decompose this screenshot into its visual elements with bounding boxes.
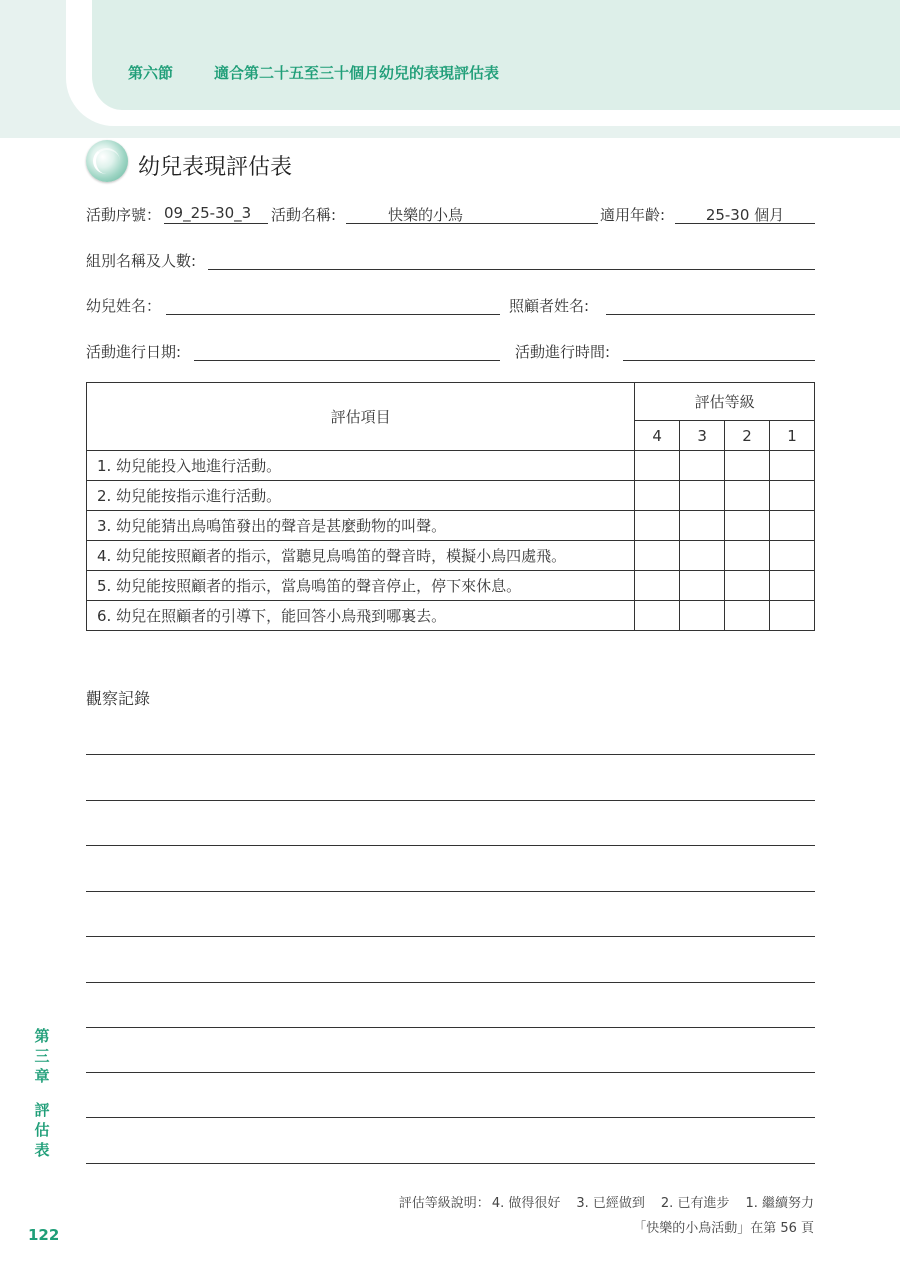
table-row [87, 451, 815, 481]
caregiver-field[interactable] [606, 295, 815, 315]
observation-line[interactable] [86, 1027, 815, 1028]
score-cell[interactable] [725, 571, 770, 601]
observation-line[interactable] [86, 1072, 815, 1073]
score-cell[interactable] [770, 601, 815, 631]
legend-grade-1: 1. 繼續努力 [745, 1196, 814, 1211]
activity-name-value: 快樂的小鳥 [346, 204, 598, 224]
score-cell[interactable] [770, 511, 815, 541]
table-row [87, 571, 815, 601]
score-cell[interactable] [770, 541, 815, 571]
grade-legend [399, 1192, 814, 1211]
score-cell[interactable] [680, 481, 725, 511]
observation-line[interactable] [86, 1117, 815, 1118]
item-text: 5. 幼兒能按照顧者的指示，當鳥鳴笛的聲音停止，停下來休息。 [87, 571, 635, 601]
table-row [87, 601, 815, 631]
item-header: 評估項目 [87, 383, 635, 451]
score-cell[interactable] [725, 541, 770, 571]
score-cell[interactable] [725, 601, 770, 631]
group-label: 組別名稱及人數: [86, 252, 197, 270]
bubble-icon [86, 140, 128, 182]
side-char: 三 [34, 1047, 50, 1065]
time-label: 活動進行時間: [515, 343, 611, 361]
score-cell[interactable] [680, 571, 725, 601]
observation-line[interactable] [86, 936, 815, 937]
date-label: 活動進行日期: [86, 343, 182, 361]
side-char: 表 [34, 1141, 50, 1159]
time-field[interactable] [623, 341, 815, 361]
table-row [87, 481, 815, 511]
score-cell[interactable] [680, 451, 725, 481]
score-cell[interactable] [635, 451, 680, 481]
score-cell[interactable] [680, 601, 725, 631]
observation-line[interactable] [86, 891, 815, 892]
score-cell[interactable] [725, 511, 770, 541]
grade-header: 評估等級 [635, 383, 815, 421]
score-cell[interactable] [680, 541, 725, 571]
score-cell[interactable] [725, 451, 770, 481]
observation-title: 觀察記錄 [86, 689, 151, 708]
grade-1: 1 [770, 421, 815, 451]
item-text: 2. 幼兒能按指示進行活動。 [87, 481, 635, 511]
observation-line[interactable] [86, 982, 815, 983]
observation-line[interactable] [86, 1163, 815, 1164]
legend-grade-4: 4. 做得很好 [491, 1196, 561, 1211]
section-label: 第六節 [128, 64, 174, 82]
score-cell[interactable] [770, 481, 815, 511]
observation-line[interactable] [86, 800, 815, 801]
grade-2: 2 [725, 421, 770, 451]
activity-name-label: 活動名稱: [271, 206, 337, 224]
legend-grade-2: 2. 已有進步 [660, 1196, 730, 1211]
child-name-field[interactable] [166, 295, 500, 315]
score-cell[interactable] [635, 511, 680, 541]
legend-grade-3: 3. 已經做到 [576, 1196, 645, 1211]
child-name-label: 幼兒姓名： [86, 297, 162, 315]
legend-label: 評估等級說明： [398, 1196, 490, 1211]
score-cell[interactable] [635, 541, 680, 571]
item-text: 4. 幼兒能按照顧者的指示，當聽見鳥鳴笛的聲音時，模擬小鳥四處飛。 [87, 541, 635, 571]
evaluation-table [86, 382, 815, 631]
observation-line[interactable] [86, 845, 815, 846]
table-row [87, 511, 815, 541]
date-field[interactable] [194, 341, 500, 361]
group-field[interactable] [208, 250, 815, 270]
score-cell[interactable] [770, 451, 815, 481]
table-row [87, 541, 815, 571]
observation-line[interactable] [86, 754, 815, 755]
page-number: 122 [28, 1226, 60, 1244]
section-title: 適合第二十五至三十個月幼兒的表現評估表 [214, 64, 500, 82]
side-char: 章 [34, 1067, 50, 1085]
score-cell[interactable] [635, 481, 680, 511]
score-cell[interactable] [770, 571, 815, 601]
activity-no-value: 09_25-30_3 [164, 204, 268, 224]
score-cell[interactable] [635, 571, 680, 601]
header-tab-inner [88, 0, 900, 110]
item-text: 1. 幼兒能投入地進行活動。 [87, 451, 635, 481]
age-label: 適用年齡: [600, 206, 666, 224]
side-char: 估 [34, 1121, 50, 1139]
caregiver-label: 照顧者姓名: [509, 297, 590, 315]
grade-3: 3 [680, 421, 725, 451]
score-cell[interactable] [680, 511, 725, 541]
grade-4: 4 [635, 421, 680, 451]
chapter-side-label [32, 1026, 52, 1160]
side-char: 第 [34, 1027, 50, 1045]
page-reference: 「快樂的小鳥活動」在第 56 頁 [633, 1221, 814, 1236]
score-cell[interactable] [635, 601, 680, 631]
item-text: 6. 幼兒在照顧者的引導下，能回答小鳥飛到哪裏去。 [87, 601, 635, 631]
item-text: 3. 幼兒能猜出鳥鳴笛發出的聲音是甚麼動物的叫聲。 [87, 511, 635, 541]
score-cell[interactable] [725, 481, 770, 511]
age-value: 25-30 個月 [675, 204, 815, 224]
table-header-row [87, 383, 815, 421]
side-char: 評 [34, 1101, 50, 1119]
activity-no-label: 活動序號： [86, 206, 162, 224]
page-title: 幼兒表現評估表 [138, 155, 293, 180]
